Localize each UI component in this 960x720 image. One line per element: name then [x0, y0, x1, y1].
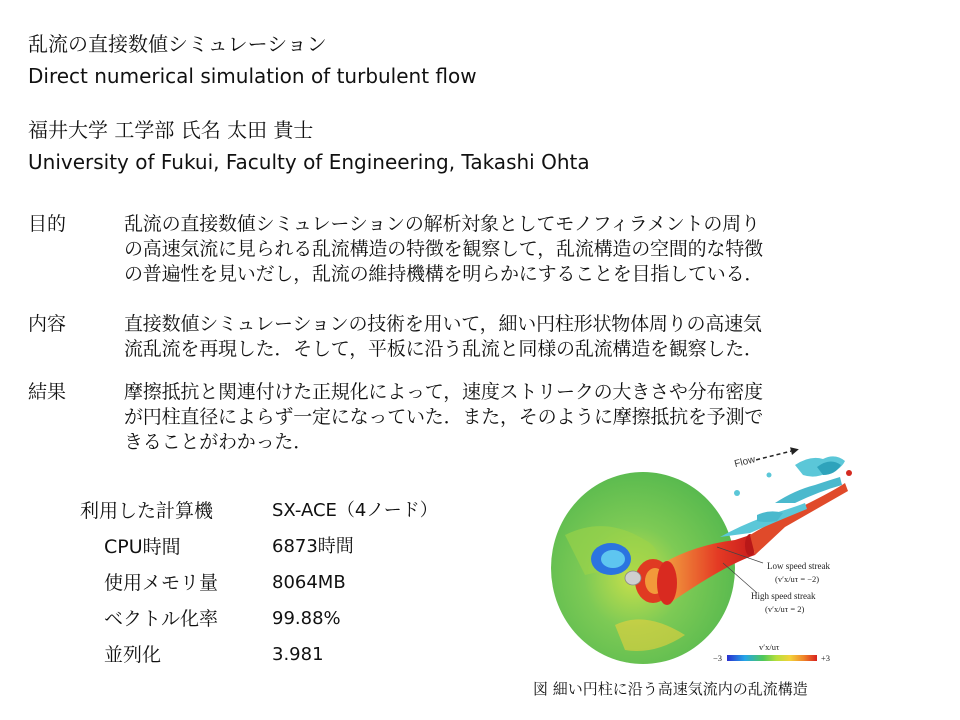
spec-value: 99.88%	[272, 608, 341, 629]
colorbar-min: −3	[713, 653, 723, 663]
spec-value: 6873時間	[272, 536, 354, 557]
section-body	[124, 312, 914, 362]
simulation-figure-svg	[545, 445, 945, 675]
spec-key: 並列化	[104, 644, 162, 666]
author-en: University of Fukui, Faculty of Engineering, Takashi Ohta	[28, 150, 590, 174]
section-purpose	[28, 212, 908, 292]
low-speed-formula: (v′x/uτ = −2)	[775, 574, 820, 584]
spec-value: SX-ACE（4ノード）	[272, 500, 438, 521]
colorbar-max: +3	[821, 653, 831, 663]
body-line: の普遍性を見いだし，乱流の維持機構を明らかにすることを目指している．	[124, 263, 764, 285]
high-speed-formula: (v′x/uτ = 2)	[765, 604, 805, 614]
spec-row	[80, 533, 500, 569]
spec-key: ベクトル化率	[104, 608, 219, 630]
body-line: 直接数値シミュレーションの技術を用いて，細い円柱形状物体周りの高速気	[124, 313, 762, 335]
specs-table	[80, 497, 500, 677]
high-speed-label: High speed streak	[751, 591, 816, 601]
colorbar-label: v′x/uτ	[759, 642, 780, 652]
section-content	[28, 312, 908, 367]
body-line: 流乱流を再現した．そして，平板に沿う乱流と同様の乱流構造を観察した．	[124, 338, 763, 360]
spec-key: CPU時間	[104, 536, 181, 558]
body-line: 摩擦抵抗と関連付けた正規化によって，速度ストリークの大きさや分布密度	[124, 381, 763, 403]
section-body	[124, 380, 914, 455]
spec-row	[80, 641, 500, 677]
section-label: 内容	[28, 313, 67, 335]
spec-row	[80, 497, 500, 533]
author-jp: 福井大学 工学部 氏名 太田 貴士	[28, 118, 314, 142]
low-speed-label: Low speed streak	[767, 561, 830, 571]
body-line: の高速気流に見られる乱流構造の特徴を観察して，乱流構造の空間的な特徴	[124, 238, 763, 260]
figure-caption: 図 細い円柱に沿う高速気流内の乱流構造	[533, 680, 808, 698]
simulation-figure	[545, 445, 945, 675]
spec-value: 8064MB	[272, 572, 346, 593]
body-line: 乱流の直接数値シミュレーションの解析対象としてモノフィラメントの周り	[124, 213, 760, 235]
spec-row	[80, 569, 500, 605]
spec-value: 3.981	[272, 644, 324, 665]
spec-row	[80, 605, 500, 641]
section-label: 結果	[28, 381, 67, 403]
flow-arrow	[756, 451, 791, 460]
spec-key: 利用した計算機	[80, 500, 214, 522]
section-body	[124, 212, 914, 287]
colorbar	[727, 655, 817, 661]
title-en: Direct numerical simulation of turbulent flow	[28, 64, 477, 88]
cylinder	[625, 571, 641, 585]
title-jp: 乱流の直接数値シミュレーション	[28, 32, 327, 56]
body-line: きることがわかった．	[124, 431, 313, 453]
section-label: 目的	[28, 213, 67, 235]
spec-key: 使用メモリ量	[104, 572, 219, 594]
flow-label: Flow	[733, 454, 757, 471]
author-block	[28, 114, 590, 178]
body-line: が円柱直径によらず一定になっていた．また，そのように摩擦抵抗を予測で	[124, 406, 764, 428]
title-block	[28, 28, 477, 92]
